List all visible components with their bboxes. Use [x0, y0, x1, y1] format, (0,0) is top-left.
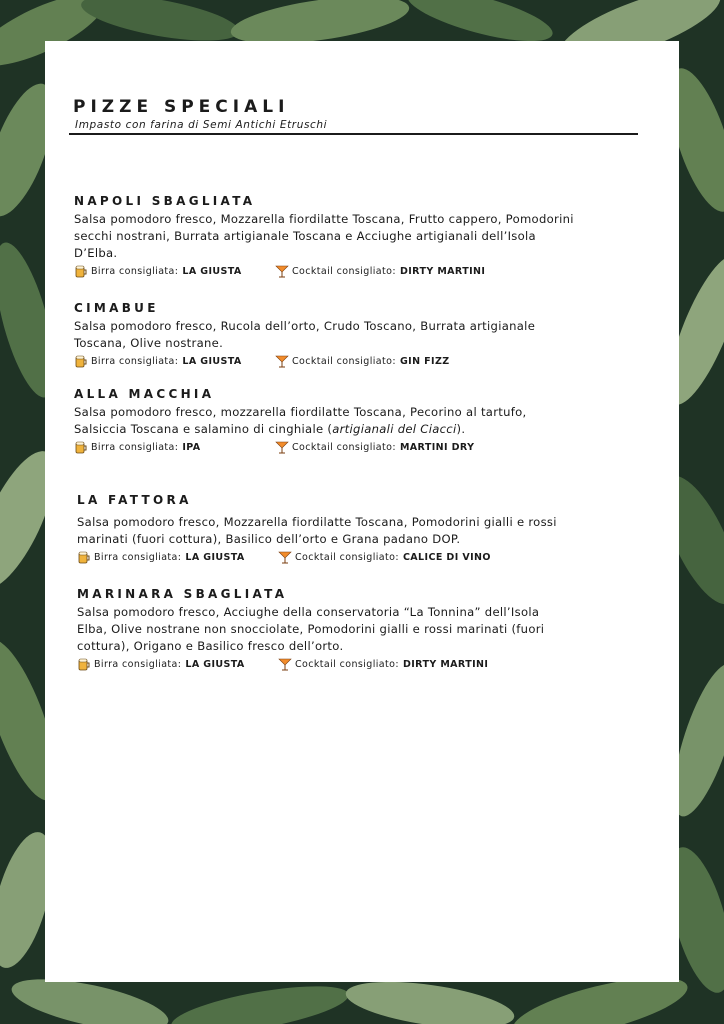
beer-pairing: [74, 440, 201, 454]
pairing-row: [74, 354, 574, 370]
header-divider: [69, 133, 638, 135]
cocktail-glass-icon: [275, 264, 289, 278]
beer-value: LA GIUSTA: [182, 355, 242, 367]
cocktail-glass-icon: [275, 354, 289, 368]
beer-mug-icon: [74, 264, 88, 278]
item-description: Salsa pomodoro fresco, Mozzarella fiordilatte Toscana, Frutto cappero, Pomodorini secchi nostrani, Burrata artigianale Toscana e Acciughe artigianali dell’Isola D’Elba.: [74, 212, 574, 260]
item-description: Salsa pomodoro fresco, Acciughe della conservatoria “La Tonnina” dell’Isola Elba, Olive nostrane non snocciolate, Pomodorini gialli e rossi marinati (fuori cottura), Origano e Basilico fresco dell’orto.: [77, 605, 545, 653]
cocktail-label: Cocktail consigliato:: [292, 441, 396, 453]
beer-label: Birra consigliata:: [91, 265, 179, 277]
cocktail-label: Cocktail consigliato:: [295, 658, 399, 670]
item-description-end: ).: [456, 422, 466, 436]
cocktail-pairing: [275, 440, 474, 454]
item-name: LA FATTORA: [77, 493, 192, 507]
menu-item-cimabue: [74, 301, 574, 370]
item-description: Salsa pomodoro fresco, Mozzarella fiordilatte Toscana, Pomodorini gialli e rossi marinati (fuori cottura), Basilico dell’orto e Grana padano DOP.: [77, 515, 557, 546]
cocktail-pairing: [278, 550, 491, 564]
menu-item-alla-macchia: [74, 387, 574, 456]
page-title: PIZZE SPECIALI: [73, 97, 290, 117]
beer-value: LA GIUSTA: [185, 658, 245, 670]
cocktail-label: Cocktail consigliato:: [292, 265, 396, 277]
item-description-text: Salsa pomodoro fresco, mozzarella fiordilatte Toscana, Pecorino al tartufo, Salsiccia Toscana e salamino di cinghiale (: [74, 405, 527, 436]
beer-label: Birra consigliata:: [94, 551, 182, 563]
beer-value: IPA: [182, 441, 201, 453]
menu-item-marinara-sbagliata: [77, 587, 567, 673]
pairing-row: [74, 440, 574, 456]
cocktail-value: GIN FIZZ: [399, 355, 450, 367]
beer-label: Birra consigliata:: [94, 658, 182, 670]
cocktail-value: DIRTY MARTINI: [399, 265, 486, 277]
item-name: ALLA MACCHIA: [74, 387, 215, 401]
pairing-row: [74, 264, 574, 280]
item-description: Salsa pomodoro fresco, Rucola dell’orto, Crudo Toscano, Burrata artigianale Toscana, Olive nostrane.: [74, 319, 536, 350]
beer-label: Birra consigliata:: [91, 441, 179, 453]
menu-item-napoli-sbagliata: [74, 194, 574, 280]
item-description: [74, 404, 574, 438]
cocktail-value: CALICE DI VINO: [402, 551, 491, 563]
beer-value: LA GIUSTA: [182, 265, 242, 277]
cocktail-pairing: [275, 264, 485, 278]
cocktail-glass-icon: [275, 440, 289, 454]
beer-mug-icon: [77, 657, 91, 671]
cocktail-pairing: [278, 657, 488, 671]
beer-pairing: [77, 657, 245, 671]
page-subtitle: Impasto con farina di Semi Antichi Etruschi: [75, 119, 328, 131]
menu-page: [45, 41, 679, 982]
cocktail-glass-icon: [278, 657, 292, 671]
item-name: CIMABUE: [74, 301, 159, 315]
cocktail-value: DIRTY MARTINI: [402, 658, 489, 670]
cocktail-label: Cocktail consigliato:: [295, 551, 399, 563]
item-name: MARINARA SBAGLIATA: [77, 587, 288, 601]
menu-item-la-fattora: [77, 493, 577, 566]
cocktail-glass-icon: [278, 550, 292, 564]
beer-mug-icon: [74, 440, 88, 454]
beer-mug-icon: [77, 550, 91, 564]
beer-pairing: [74, 354, 242, 368]
beer-pairing: [77, 550, 245, 564]
cocktail-pairing: [275, 354, 450, 368]
pairing-row: [77, 657, 567, 673]
beer-label: Birra consigliata:: [91, 355, 179, 367]
item-name: NAPOLI SBAGLIATA: [74, 194, 256, 208]
beer-pairing: [74, 264, 242, 278]
cocktail-value: MARTINI DRY: [399, 441, 475, 453]
pairing-row: [77, 550, 577, 566]
cocktail-label: Cocktail consigliato:: [292, 355, 396, 367]
beer-value: LA GIUSTA: [185, 551, 245, 563]
beer-mug-icon: [74, 354, 88, 368]
item-description-italic: artigianali del Ciacci: [332, 422, 457, 436]
